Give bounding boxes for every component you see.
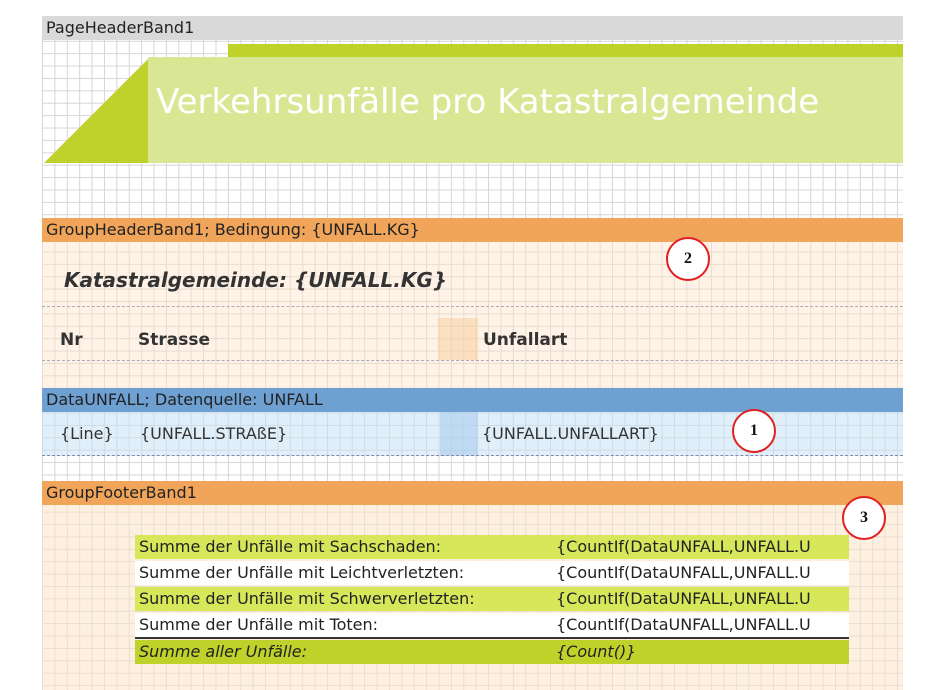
group-title[interactable]: Katastralgemeinde: {UNFALL.KG} <box>64 268 447 292</box>
summary-value: {CountIf(DataUNFALL,UNFALL.U <box>556 589 811 608</box>
data-band-label[interactable]: DataUNFALL; Datenquelle: UNFALL <box>42 388 903 412</box>
summary-value: {CountIf(DataUNFALL,UNFALL.U <box>556 537 811 556</box>
column-spacer <box>440 412 478 456</box>
summary-value: {CountIf(DataUNFALL,UNFALL.U <box>556 563 811 582</box>
divider <box>42 306 903 307</box>
summary-value: {CountIf(DataUNFALL,UNFALL.U <box>556 615 811 634</box>
column-header-nr[interactable]: Nr <box>60 330 83 350</box>
page-header-band-label[interactable]: PageHeaderBand1 <box>42 16 903 40</box>
callout-marker-3: 3 <box>842 496 886 540</box>
summary-value: {Count()} <box>556 642 637 661</box>
data-cell-unfallart[interactable]: {UNFALL.UNFALLART} <box>482 424 659 443</box>
summary-row-schwerverletzte[interactable] <box>135 587 849 611</box>
group-header-band-label[interactable]: GroupHeaderBand1; Bedingung: {UNFALL.KG} <box>42 218 903 242</box>
summary-label: Summe der Unfälle mit Sachschaden: <box>139 537 442 556</box>
title-accent-triangle <box>44 57 150 163</box>
divider <box>42 360 903 361</box>
column-header-unfallart[interactable]: Unfallart <box>483 330 568 350</box>
group-header-area[interactable] <box>42 242 903 388</box>
summary-row-leichtverletzte[interactable] <box>135 561 849 585</box>
title-accent-strip <box>228 44 903 57</box>
callout-marker-2: 2 <box>666 237 710 281</box>
summary-label: Summe aller Unfälle: <box>139 642 308 661</box>
summary-label: Summe der Unfälle mit Toten: <box>139 615 379 634</box>
data-cell-strasse[interactable]: {UNFALL.STRAßE} <box>140 424 288 443</box>
data-cell-line[interactable]: {Line} <box>60 424 114 443</box>
summary-label: Summe der Unfälle mit Schwerverletzten: <box>139 589 475 608</box>
group-footer-band-label[interactable]: GroupFooterBand1 <box>42 481 903 505</box>
divider <box>42 455 903 456</box>
column-spacer <box>438 318 478 360</box>
summary-row-sachschaden[interactable] <box>135 535 849 559</box>
column-header-strasse[interactable]: Strasse <box>138 330 210 350</box>
callout-marker-1: 1 <box>732 409 776 453</box>
summary-label: Summe der Unfälle mit Leichtverletzten: <box>139 563 465 582</box>
report-title: Verkehrsunfälle pro Katastralgemeinde <box>156 82 820 122</box>
summary-row-total[interactable] <box>135 640 849 664</box>
summary-row-tote[interactable] <box>135 613 849 639</box>
